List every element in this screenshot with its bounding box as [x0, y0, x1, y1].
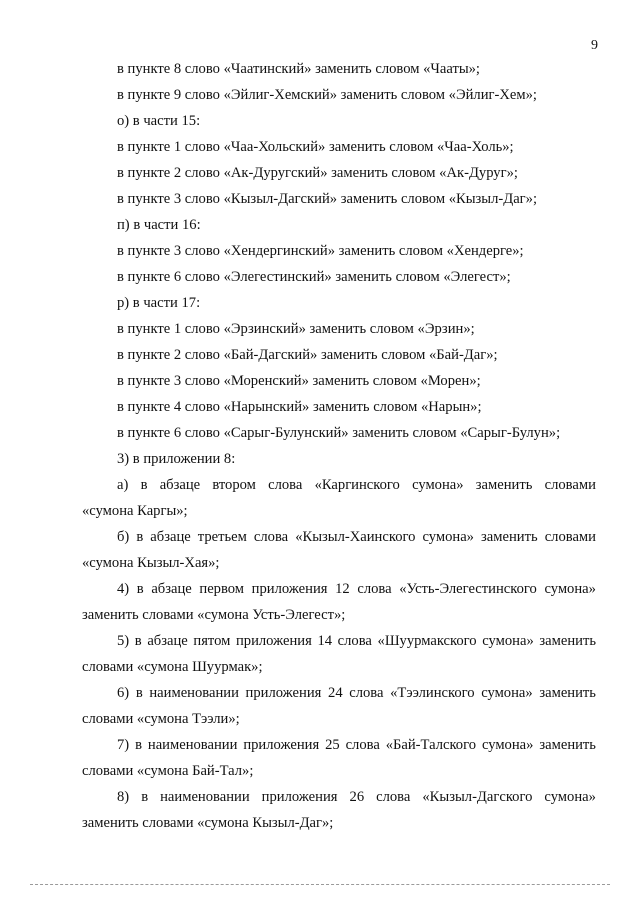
word: а): [117, 477, 129, 493]
word: в: [135, 737, 142, 753]
paragraph-first-line: [117, 632, 596, 650]
word: слова: [268, 477, 303, 493]
word: приложения: [245, 685, 322, 701]
page-bottom-edge: [30, 884, 610, 885]
text-line: в пункте 2 слово «Бай-Дагский» заменить словом «Бай-Даг»;: [117, 347, 498, 363]
word: слова: [337, 633, 372, 649]
text-line: 3) в приложении 8:: [117, 451, 236, 467]
word: сумона»: [422, 529, 474, 545]
paragraph-first-line: [117, 788, 596, 806]
word: слова: [253, 529, 289, 545]
word: абзаце: [147, 633, 188, 649]
word: сумона»: [481, 685, 533, 701]
word: абзаце: [150, 529, 191, 545]
word: 8): [117, 789, 130, 805]
paragraph-second-line: «сумона Кызыл-Хая»;: [82, 555, 220, 571]
word: абзаце: [151, 581, 192, 597]
paragraph-first-line: [117, 528, 596, 546]
word: в: [134, 633, 142, 649]
word: 25: [325, 737, 340, 753]
word: слова: [376, 789, 411, 805]
word: «Усть-Элегестинского: [399, 581, 537, 597]
word: наименовании: [149, 685, 239, 701]
text-line: в пункте 4 слово «Нарынский» заменить словом «Нарын»;: [117, 399, 482, 415]
text-line: в пункте 9 слово «Эйлиг-Хемский» заменить словом «Эйлиг-Хем»;: [117, 87, 537, 103]
word: в: [136, 529, 144, 545]
word: приложения: [261, 789, 338, 805]
paragraph-second-line: заменить словами «сумона Усть-Элегест»;: [82, 607, 346, 623]
text-line: п) в части 16:: [117, 217, 201, 233]
word: приложения: [235, 633, 312, 649]
paragraph-first-line: [117, 580, 596, 598]
word: 24: [328, 685, 343, 701]
word: в: [140, 477, 148, 493]
text-line: в пункте 3 слово «Моренский» заменить словом «Морен»;: [117, 373, 481, 389]
word: абзаце: [159, 477, 201, 493]
word: заменить: [475, 477, 533, 493]
paragraph-first-line: [117, 684, 596, 702]
word: наименовании: [160, 789, 250, 805]
text-line: в пункте 1 слово «Эрзинский» заменить словом «Эрзин»;: [117, 321, 475, 337]
word: в: [141, 789, 149, 805]
word: сумона»: [482, 633, 534, 649]
word: сумона»: [412, 477, 464, 493]
paragraph-second-line: заменить словами «сумона Кызыл-Даг»;: [82, 815, 334, 831]
word: 5): [117, 633, 130, 649]
word: заменить: [481, 529, 538, 545]
word: словами: [544, 477, 596, 493]
word: 7): [117, 737, 130, 753]
word: «Кызыл-Хаинского: [295, 529, 416, 545]
word: заменить: [539, 737, 596, 753]
word: «Кызыл-Дагского: [422, 789, 533, 805]
paragraph-first-line: [117, 736, 596, 754]
word: слова: [349, 685, 384, 701]
word: в: [136, 581, 144, 597]
word: в: [135, 685, 143, 701]
word: словами: [544, 529, 596, 545]
paragraph-second-line: словами «сумона Шуурмак»;: [82, 659, 263, 675]
word: приложения: [243, 737, 320, 753]
text-line: в пункте 3 слово «Кызыл-Дагский» заменить словом «Кызыл-Даг»;: [117, 191, 538, 207]
word: «Шуурмакского: [377, 633, 477, 649]
word: третьем: [197, 529, 247, 545]
word: заменить: [539, 633, 596, 649]
word: сумона»: [544, 581, 596, 597]
text-line: в пункте 3 слово «Хендергинский» заменить словом «Хендерге»;: [117, 243, 524, 259]
word: 26: [349, 789, 365, 805]
paragraph-second-line: «сумона Каргы»;: [82, 503, 188, 519]
paragraph-first-line: [117, 476, 596, 494]
word: слова: [345, 737, 380, 753]
word: приложения: [251, 581, 328, 597]
word: б): [117, 529, 130, 545]
word: пятом: [193, 633, 231, 649]
word: первом: [199, 581, 245, 597]
word: втором: [212, 477, 256, 493]
word: заменить: [539, 685, 596, 701]
text-line: в пункте 1 слово «Чаа-Хольский» заменить словом «Чаа-Холь»;: [117, 139, 514, 155]
text-line: в пункте 6 слово «Сарыг-Булунский» заменить словом «Сарыг-Булун»;: [117, 425, 561, 441]
word: сумона»: [481, 737, 534, 753]
page-number: 9: [591, 38, 598, 53]
word: 6): [117, 685, 130, 701]
word: 4): [117, 581, 130, 597]
text-line: о) в части 15:: [117, 113, 201, 129]
text-line: р) в части 17:: [117, 295, 201, 311]
paragraph-second-line: словами «сумона Тээли»;: [82, 711, 240, 727]
word: 12: [335, 581, 350, 597]
word: «Бай-Талского: [385, 737, 477, 753]
word: сумона»: [544, 789, 596, 805]
word: 14: [317, 633, 333, 649]
text-line: в пункте 8 слово «Чаатинский» заменить словом «Чааты»;: [117, 61, 480, 77]
paragraph-second-line: словами «сумона Бай-Тал»;: [82, 763, 254, 779]
word: «Тээлинского: [390, 685, 475, 701]
word: наименовании: [147, 737, 238, 753]
word: слова: [357, 581, 392, 597]
text-line: в пункте 2 слово «Ак-Дуругский» заменить словом «Ак-Дуруг»;: [117, 165, 518, 181]
text-line: в пункте 6 слово «Элегестинский» заменить словом «Элегест»;: [117, 269, 511, 285]
word: «Каргинского: [314, 477, 400, 493]
